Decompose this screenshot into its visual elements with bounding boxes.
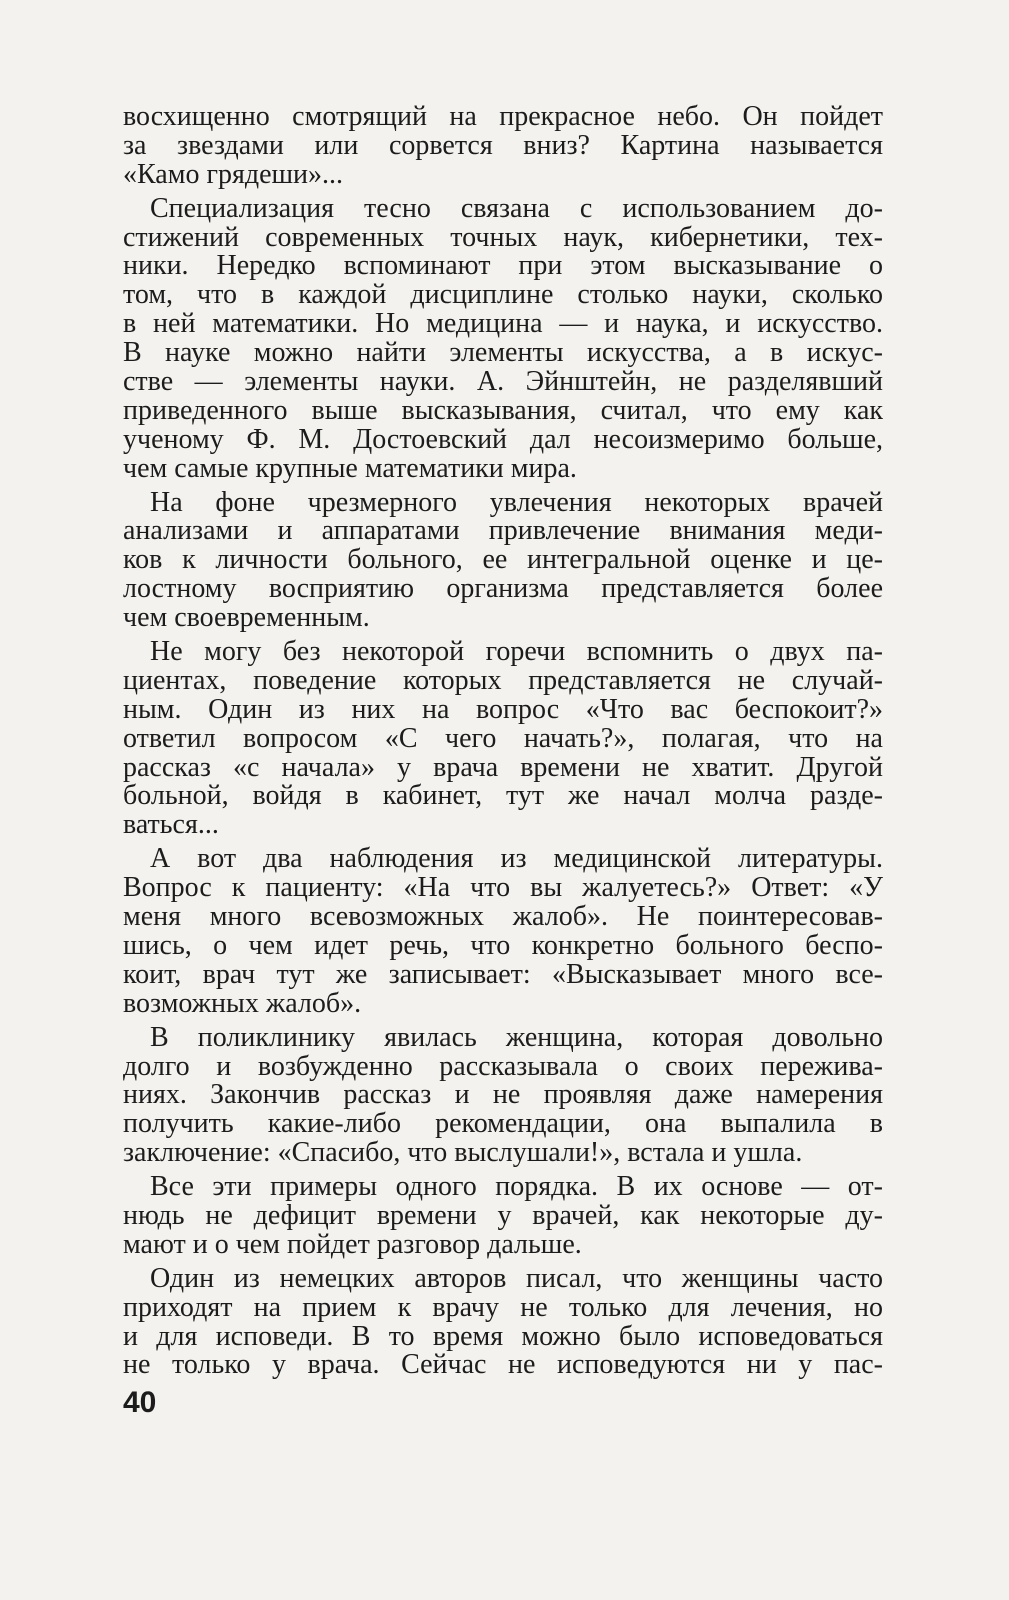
paragraph xyxy=(123,103,883,190)
text-line: долго и возбужденно рассказывала о своих пережива- xyxy=(123,1052,883,1082)
text-line: чем своевременным. xyxy=(123,604,370,634)
text-line: ученому Ф. М. Достоевский дал несоизмеримо больше, xyxy=(123,425,883,455)
text-line: больной, войдя в кабинет, тут же начал молча разде- xyxy=(123,782,883,812)
text-line: Все эти примеры одного порядка. В их основе — от- xyxy=(150,1173,883,1202)
text-line: циентах, поведение которых представляется не случай- xyxy=(123,666,883,696)
text-line: в ней математики. Но медицина — и наука, и искусство. xyxy=(123,310,883,340)
text-line: приведенного выше высказывания, считал, что ему как xyxy=(123,396,883,426)
text-line: заключение: «Спасибо, что выслушали!», встала и ушла. xyxy=(123,1139,803,1169)
text-line: ниях. Закончив рассказ и не проявляя даже намерения xyxy=(123,1081,883,1111)
text-line: Не могу без некоторой горечи вспомнить о двух па- xyxy=(150,638,883,667)
page-number: 40 xyxy=(123,1386,157,1419)
text-line: нюдь не дефицит времени у врачей, как некоторые ду- xyxy=(123,1201,883,1231)
text-line: Вопрос к пациенту: «На что вы жалуетесь?» Ответ: «У xyxy=(123,874,883,904)
text-line: В науке можно найти элементы искусства, а в искус- xyxy=(123,339,883,369)
text-line: мают и о чем пойдет разговор дальше. xyxy=(123,1230,582,1260)
text-line: коит, врач тут же записывает: «Высказывает много все- xyxy=(123,960,883,990)
text-line: восхищенно смотрящий на прекрасное небо. Он пойдет xyxy=(123,103,883,132)
text-line: На фоне чрезмерного увлечения некоторых врачей xyxy=(150,488,883,518)
paragraph xyxy=(123,845,883,1018)
paragraph xyxy=(123,489,883,633)
text-line: ответил вопросом «С чего начать?», полагая, что на xyxy=(123,724,883,754)
text-line: стижений современных точных наук, кибернетики, тех- xyxy=(123,223,883,253)
paragraph xyxy=(123,1024,883,1168)
paragraph xyxy=(123,638,883,840)
text-line: за звездами или сорвется вниз? Картина называется xyxy=(123,131,883,161)
paragraph xyxy=(123,195,883,484)
body-text xyxy=(123,103,883,1380)
text-line: ваться... xyxy=(123,811,219,841)
text-line: приходят на прием к врачу не только для лечения, но xyxy=(123,1293,883,1323)
text-line: меня много всевозможных жалоб». Не поинтересовав- xyxy=(123,903,883,932)
text-line: «Камо грядеши»... xyxy=(123,160,344,190)
text-line: ным. Один из них на вопрос «Что вас беспокоит?» xyxy=(123,695,883,725)
text-line: В поликлинику явилась женщина, которая довольно xyxy=(150,1023,883,1053)
paragraph xyxy=(123,1173,883,1260)
text-line: Один из немецких авторов писал, что женщины часто xyxy=(150,1264,883,1294)
text-line: том, что в каждой дисциплине столько науки, сколько xyxy=(123,281,883,311)
text-line: шись, о чем идет речь, что конкретно больного беспо- xyxy=(123,931,883,961)
text-line: возможных жалоб». xyxy=(123,989,362,1019)
text-line: А вот два наблюдения из медицинской литературы. xyxy=(150,845,883,875)
text-line: ков к личности больного, ее интегральной оценке и це- xyxy=(123,546,883,576)
text-line: рассказ «с начала» у врача времени не хватит. Другой xyxy=(123,753,883,783)
text-line: Специализация тесно связана с использованием до- xyxy=(150,194,883,224)
paragraph xyxy=(123,1265,883,1381)
text-line: анализами и аппаратами привлечение внимания меди- xyxy=(123,517,883,547)
text-line: получить какие-либо рекомендации, она выпалила в xyxy=(123,1110,883,1140)
text-line: и для исповеди. В то время можно было исповедоваться xyxy=(123,1322,883,1352)
text-line: стве — элементы науки. А. Эйнштейн, не разделявший xyxy=(123,368,883,397)
text-line: лостному восприятию организма представляется более xyxy=(123,575,883,605)
text-line: чем самые крупные математики мира. xyxy=(123,454,577,484)
text-line: не только у врача. Сейчас не исповедуются ни у пас- xyxy=(123,1351,883,1381)
text-line: ники. Нередко вспоминают при этом высказывание о xyxy=(123,252,883,282)
